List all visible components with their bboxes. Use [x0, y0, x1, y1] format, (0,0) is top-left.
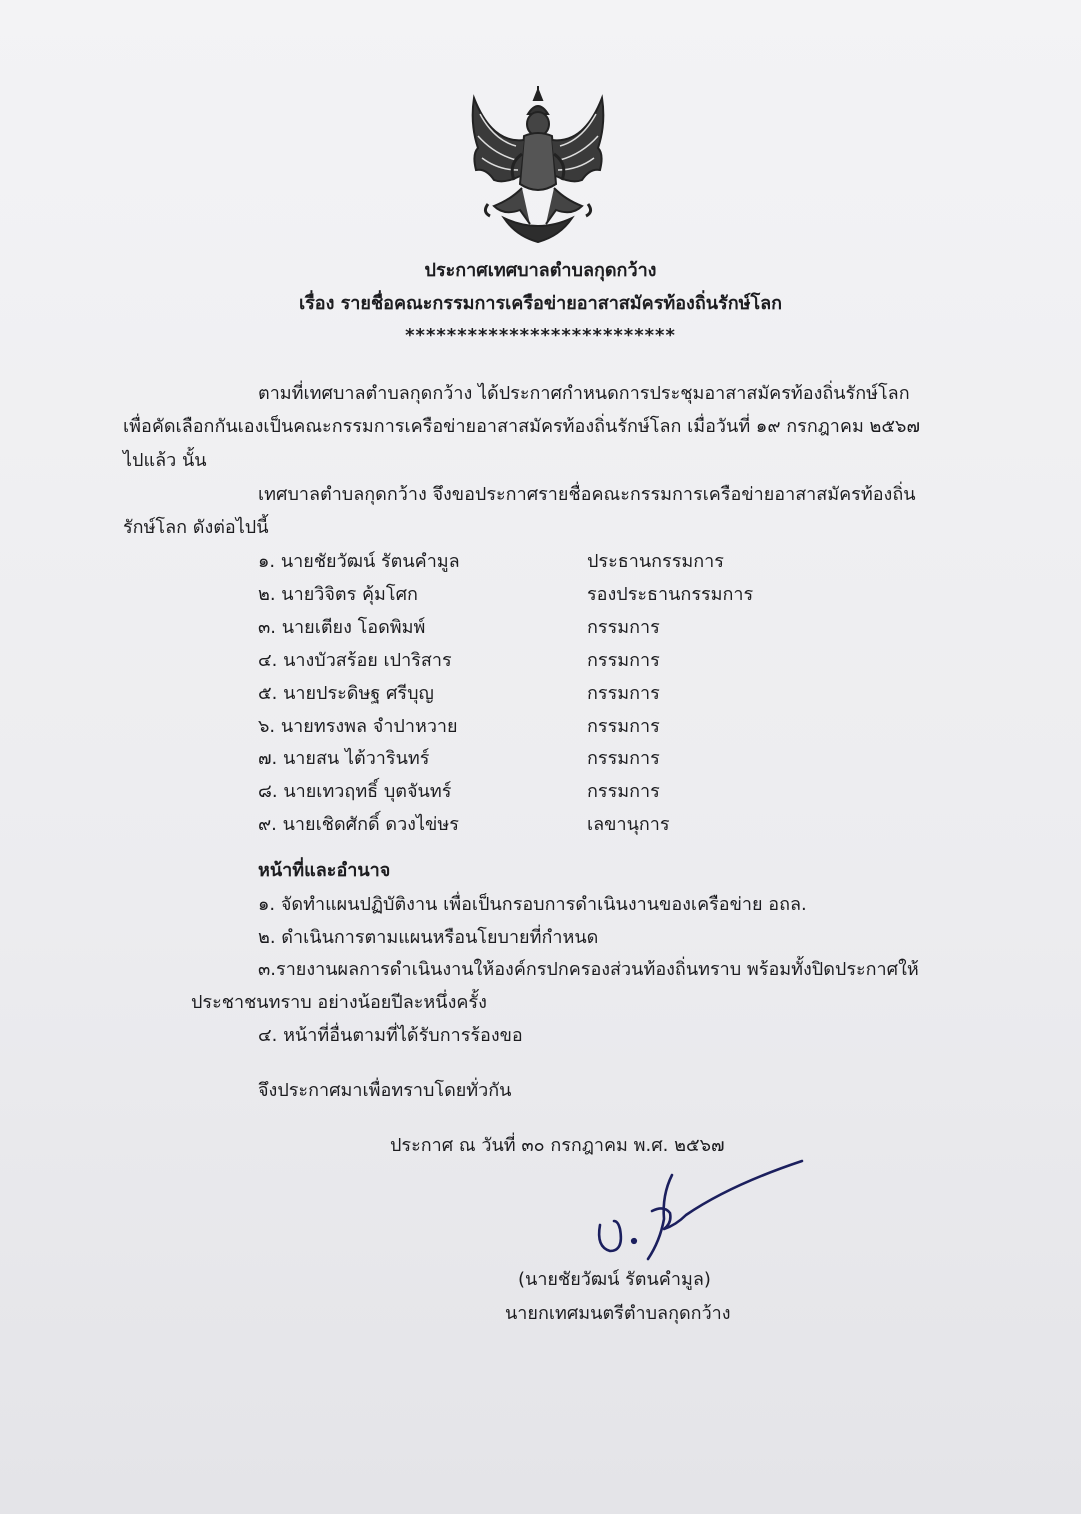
- duty-item-1: ๑. จัดทำแผนปฏิบัติงาน เพื่อเป็นกรอบการดำเนินงานของเครือข่าย อถล.: [258, 894, 807, 915]
- member-name: ๗. นายสน ไต้วารินทร์: [258, 748, 430, 769]
- separator-line: **************************: [405, 325, 676, 346]
- duty-item-2: ๒. ดำเนินการตามแผนหรือนโยบายที่กำหนด: [258, 927, 599, 948]
- member-role: กรรมการ: [587, 683, 660, 704]
- member-name: ๒. นายวิจิตร คุ้มโศก: [258, 584, 418, 605]
- duty-item-3-line-1: ๓.รายงานผลการดำเนินงานให้องค์กรปกครองส่วนท้องถิ่นทราบ พร้อมทั้งปิดประกาศให้: [258, 959, 919, 980]
- closing-statement: จึงประกาศมาเพื่อทราบโดยทั่วกัน: [258, 1080, 512, 1101]
- member-role: กรรมการ: [587, 617, 660, 638]
- member-name: ๘. นายเทวฤทธิ์ บุตจันทร์: [258, 781, 452, 802]
- member-name: ๑. นายชัยวัฒน์ รัตนคำมูล: [258, 551, 460, 572]
- duties-heading: หน้าที่และอำนาจ: [258, 860, 391, 881]
- signatory-position: นายกเทศมนตรีตำบลกุดกว้าง: [505, 1303, 731, 1324]
- intro-paragraph-1-line-3: ไปแล้ว นั้น: [123, 450, 207, 471]
- member-name: ๕. นายประดิษฐ ศรีบุญ: [258, 683, 434, 704]
- intro-paragraph-2-line-2: รักษ์โลก ดังต่อไปนี้: [123, 517, 269, 538]
- intro-paragraph-1-line-1: ตามที่เทศบาลตำบลกุดกว้าง ได้ประกาศกำหนดการประชุมอาสาสมัครท้องถิ่นรักษ์โลก: [258, 383, 910, 404]
- signatory-name: (นายชัยวัฒน์ รัตนคำมูล): [518, 1269, 711, 1290]
- announcement-date: ประกาศ ณ วันที่ ๓๐ กรกฎาคม พ.ศ. ๒๕๖๗: [390, 1135, 725, 1156]
- member-role: กรรมการ: [587, 716, 660, 737]
- member-name: ๙. นายเชิดศักดิ์ ดวงไข่ษร: [258, 814, 459, 835]
- member-name: ๓. นายเตียง โอดพิมพ์: [258, 617, 426, 638]
- announcement-subject: เรื่อง รายชื่อคณะกรรมการเครือข่ายอาสาสมัครท้องถิ่นรักษ์โลก: [298, 293, 783, 314]
- handwritten-signature: [590, 1155, 810, 1265]
- member-role: กรรมการ: [587, 781, 660, 802]
- member-name: ๔. นางบัวสร้อย เปาริสาร: [258, 650, 452, 671]
- garuda-emblem-icon: [464, 84, 612, 246]
- member-role: ประธานกรรมการ: [587, 551, 724, 572]
- duty-item-3-line-2: ประชาชนทราบ อย่างน้อยปีละหนึ่งครั้ง: [191, 992, 487, 1013]
- duty-item-4: ๔. หน้าที่อื่นตามที่ได้รับการร้องขอ: [258, 1025, 523, 1046]
- intro-paragraph-2-line-1: เทศบาลตำบลกุดกว้าง จึงขอประกาศรายชื่อคณะกรรมการเครือข่ายอาสาสมัครท้องถิ่น: [258, 484, 916, 505]
- member-role: กรรมการ: [587, 748, 660, 769]
- announcement-title: ประกาศเทศบาลตำบลกุดกว้าง: [424, 260, 657, 281]
- intro-paragraph-1-line-2: เพื่อคัดเลือกกันเองเป็นคณะกรรมการเครือข่ายอาสาสมัครท้องถิ่นรักษ์โลก เมื่อวันที่ ๑๙ กรกฎาคม ๒๕๖๗: [123, 416, 920, 437]
- member-name: ๖. นายทรงพล จำปาหวาย: [258, 716, 458, 737]
- member-role: เลขานุการ: [587, 814, 670, 835]
- member-role: รองประธานกรรมการ: [587, 584, 754, 605]
- member-role: กรรมการ: [587, 650, 660, 671]
